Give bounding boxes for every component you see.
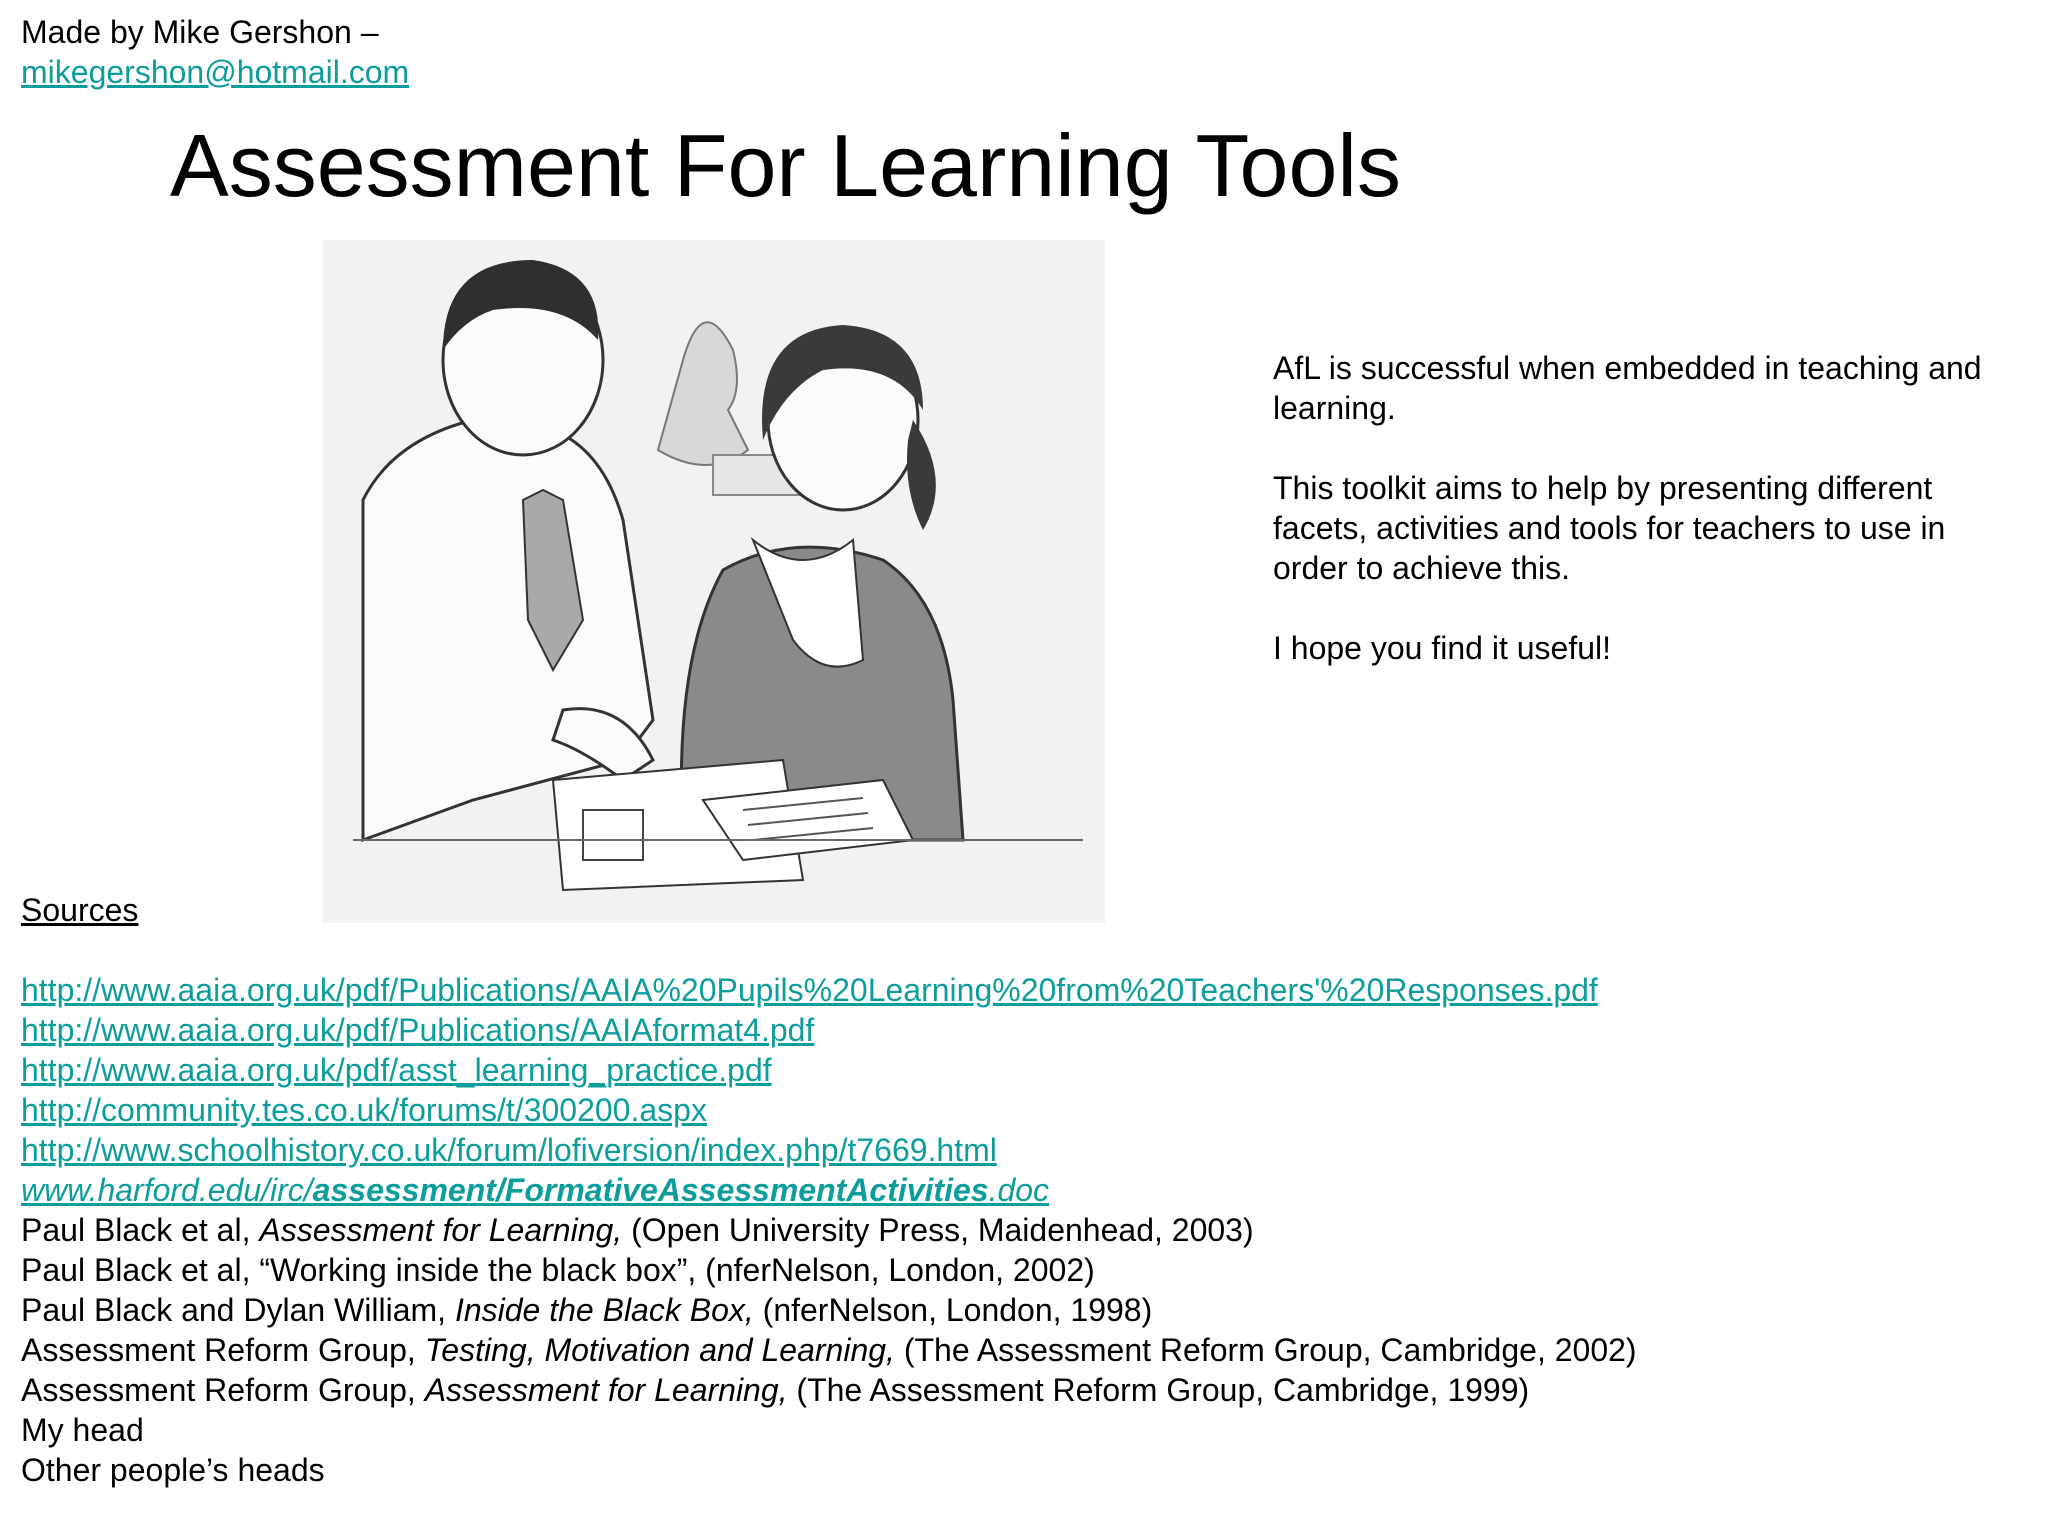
author-line: Made by Mike Gershon – bbox=[21, 14, 379, 50]
source-link-row bbox=[21, 1130, 2021, 1170]
source-link[interactable]: http://www.aaia.org.uk/pdf/Publications/AAIAformat4.pdf bbox=[21, 1012, 815, 1048]
reference-text: Paul Black et al, bbox=[21, 1212, 260, 1248]
harford-part-3: .doc bbox=[988, 1172, 1050, 1208]
reference-row bbox=[21, 1410, 2021, 1450]
reference-text: Other people’s heads bbox=[21, 1452, 325, 1488]
reference-title: Assessment for Learning, bbox=[259, 1212, 623, 1248]
source-link-row bbox=[21, 1010, 2021, 1050]
intro-paragraph-1: AfL is successful when embedded in teaching and learning. bbox=[1273, 350, 1982, 426]
source-link-row bbox=[21, 970, 2021, 1010]
reference-text: Paul Black et al, “Working inside the black box”, (nferNelson, London, 2002) bbox=[21, 1252, 1095, 1288]
page-title: Assessment For Learning Tools bbox=[170, 116, 1401, 215]
source-link[interactable]: http://www.aaia.org.uk/pdf/Publications/AAIA%20Pupils%20Learning%20from%20Teachers'%20Responses.pdf bbox=[21, 972, 1598, 1008]
reference-text: Assessment Reform Group, bbox=[21, 1332, 425, 1368]
source-link-harford[interactable] bbox=[21, 1172, 1049, 1208]
harford-part-1: www.harford.edu/irc/ bbox=[21, 1172, 313, 1208]
intro-paragraph-3: I hope you find it useful! bbox=[1273, 630, 1611, 666]
reference-row bbox=[21, 1450, 2021, 1490]
reference-title: Testing, Motivation and Learning, bbox=[424, 1332, 895, 1368]
reference-row bbox=[21, 1290, 2021, 1330]
source-link-row bbox=[21, 1050, 2021, 1090]
sources-heading: Sources bbox=[21, 892, 139, 928]
reference-row bbox=[21, 1250, 2021, 1290]
reference-text: Assessment Reform Group, bbox=[21, 1372, 425, 1408]
reference-publisher: (Open University Press, Maidenhead, 2003) bbox=[622, 1212, 1254, 1248]
reference-publisher: (The Assessment Reform Group, Cambridge, 1999) bbox=[787, 1372, 1530, 1408]
illustration-drawing bbox=[323, 240, 1105, 923]
source-link-row bbox=[21, 1170, 2021, 1210]
reference-title: Inside the Black Box, bbox=[454, 1292, 754, 1328]
harford-part-2: assessment/FormativeAssessmentActivities bbox=[312, 1172, 989, 1208]
sources-list bbox=[21, 970, 2021, 1490]
author-email-link[interactable]: mikegershon@hotmail.com bbox=[21, 54, 410, 90]
source-link[interactable]: http://community.tes.co.uk/forums/t/300200.aspx bbox=[21, 1092, 707, 1128]
reference-publisher: (The Assessment Reform Group, Cambridge, 2002) bbox=[894, 1332, 1637, 1368]
intro-text bbox=[1273, 348, 2013, 708]
teacher-student-illustration bbox=[323, 240, 1105, 923]
intro-paragraph-2: This toolkit aims to help by presenting different facets, activities and tools for teachers to use in order to achieve this. bbox=[1273, 470, 1946, 586]
reference-title: Assessment for Learning, bbox=[424, 1372, 788, 1408]
reference-text: My head bbox=[21, 1412, 144, 1448]
reference-publisher: (nferNelson, London, 1998) bbox=[753, 1292, 1153, 1328]
source-link-row bbox=[21, 1090, 2021, 1130]
source-link[interactable]: http://www.schoolhistory.co.uk/forum/lofiversion/index.php/t7669.html bbox=[21, 1132, 997, 1168]
source-link[interactable]: http://www.aaia.org.uk/pdf/asst_learning_practice.pdf bbox=[21, 1052, 772, 1088]
author-credit bbox=[21, 12, 409, 92]
reference-row bbox=[21, 1210, 2021, 1250]
reference-row bbox=[21, 1330, 2021, 1370]
reference-row bbox=[21, 1370, 2021, 1410]
reference-text: Paul Black and Dylan William, bbox=[21, 1292, 455, 1328]
